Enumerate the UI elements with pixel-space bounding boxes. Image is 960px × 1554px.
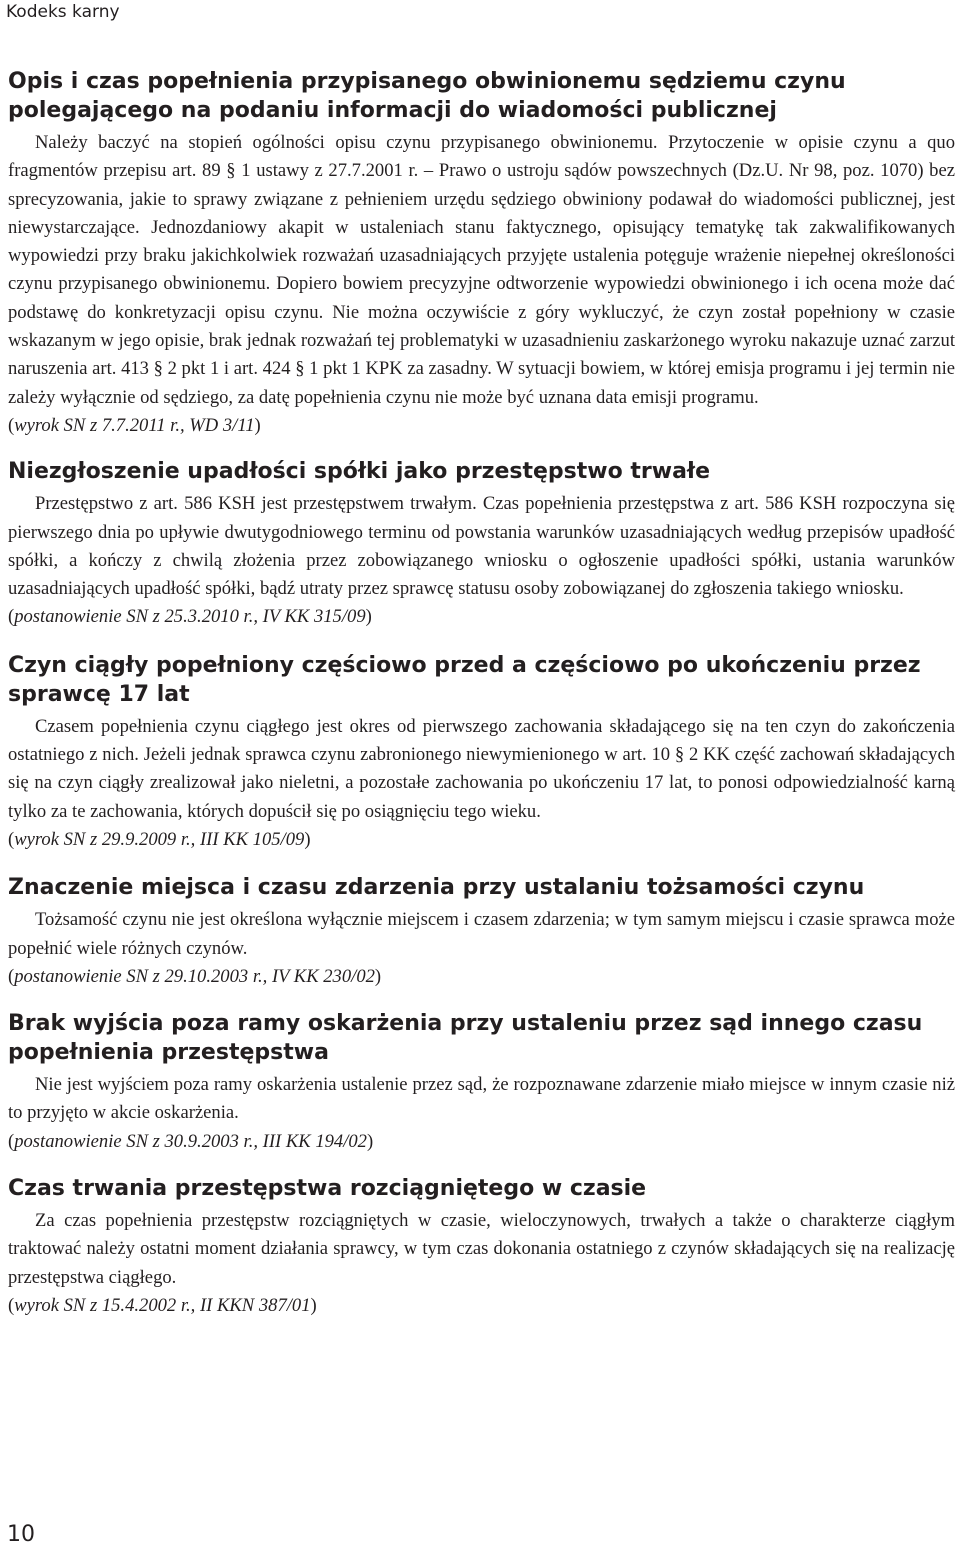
citation-text: postanowienie SN z 29.10.2003 r., IV KK 230/02 — [14, 965, 375, 987]
section-heading: Czyn ciągły popełniony częściowo przed a częściowo po ukończeniu przez sprawcę 17 lat — [8, 652, 921, 707]
section-body: Przestępstwo z art. 586 KSH jest przestępstwem trwałym. Czas popełnienia przestępstwa z art. 586 KSH rozpoczyna się pierwszego dnia po upływie dwutygodniowego terminu od powstania warunków uzasadniających według przepisów upadłość spółki, a kończy z chwilą złożenia przez zobowiązanego wniosku o ogłoszenie upadłości spółki, ustania warunków uzasadniających upadłość spółki, bądź utraty przez sprawcę statusu osoby zobowiązanej do zgłoszenia takiego wniosku. — [8, 493, 955, 600]
section-6 — [8, 1174, 955, 1320]
section-citation: (postanowienie SN z 30.9.2003 r., III KK 194/02) — [8, 1130, 374, 1152]
section-citation: (wyrok SN z 15.4.2002 r., II KKN 387/01) — [8, 1294, 317, 1316]
citation-text: postanowienie SN z 30.9.2003 r., III KK 194/02 — [14, 1130, 367, 1152]
section-citation: (wyrok SN z 7.7.2011 r., WD 3/11) — [8, 414, 261, 436]
section-body: Czasem popełnienia czynu ciągłego jest okres od pierwszego zachowania składającego się na ten czyn do zakończenia ostatniego z nich. Jeżeli jednak sprawca czynu zabronionego niewymienionego w art. 10 § 2 KK część zachowań składających się na czyn ciągły zrealizował jako nieletni, a pozostałe zachowania po ukończeniu 17 lat, to ponosi odpowiedzialność karną tylko za te zachowania, których dopuścił się po osiągnięciu tego wieku. — [8, 715, 955, 822]
running-header: Kodeks karny — [6, 2, 120, 22]
section-body: Za czas popełnienia przestępstw rozciągniętych w czasie, wieloczynowych, trwałych a także o charakterze ciągłym traktować należy ostatni moment działania sprawcy, w tym czas dokonania ostatniego z czynów składających się na realizację przestępstwa ciągłego. — [8, 1210, 955, 1288]
section-citation: (postanowienie SN z 25.3.2010 r., IV KK 315/09) — [8, 606, 372, 628]
section-3 — [8, 651, 955, 854]
section-1 — [8, 67, 955, 440]
section-citation: (wyrok SN z 29.9.2009 r., III KK 105/09) — [8, 828, 311, 850]
citation-text: wyrok SN z 7.7.2011 r., WD 3/11 — [14, 414, 255, 436]
citation-text: postanowienie SN z 25.3.2010 r., IV KK 315/09 — [14, 606, 366, 628]
section-body: Nie jest wyjściem poza ramy oskarżenia ustalenie przez sąd, że rozpoznawane zdarzenie miało miejsce w innym czasie niż to przyjęto w akcie oskarżenia. — [8, 1074, 955, 1124]
section-4 — [8, 873, 955, 991]
section-heading: Brak wyjścia poza ramy oskarżenia przy ustaleniu przez sąd innego czasu popełnienia przestępstwa — [8, 1011, 923, 1066]
section-citation: (postanowienie SN z 29.10.2003 r., IV KK 230/02) — [8, 965, 382, 987]
section-body: Tożsamość czynu nie jest określona wyłącznie miejscem i czasem zdarzenia; w tym samym miejscu i czasie sprawca może popełnić wiele różnych czynów. — [8, 909, 955, 959]
section-heading: Czas trwania przestępstwa rozciągniętego w czasie — [8, 1176, 647, 1202]
section-heading: Niezgłoszenie upadłości spółki jako przestępstwo trwałe — [8, 459, 711, 485]
section-heading: Znaczenie miejsca i czasu zdarzenia przy ustalaniu tożsamości czynu — [8, 875, 865, 901]
section-body: Należy baczyć na stopień ogólności opisu czynu przypisanego obwinionemu. Przytoczenie w opisie czynu a quo fragmentów przepisu art. 89 § 1 ustawy z 27.7.2001 r. – Prawo o ustroju sądów powszechnych (Dz.U. Nr 98, poz. 1070) bez sprecyzowania, jakie to sprawy związane z pełnieniem urzędu sędziego obwiniony podawał do wiadomości publicznej, jest niewystarczające. Jednozdaniowy akapit w ustaleniach stanu faktycznego, opisujący tematykę tak zakwalifikowanych wypowiedzi przy braku jakichkolwiek rozważań uzasadniających przyjęte ustalenia potęguje wrażenie niepełnej określoności czynu przypisanego obwinionemu. Dopiero bowiem precyzyjne odtworzenie wypowiedzi obwinionego i ich ocena może dać podstawę do konkretyzacji opisu czynu. Nie można oczywiście z góry wykluczyć, że czyn został popełniony w czasie wskazanym w jego opisie, brak jednak rozważań tej problematyki w uzasadnieniu zaskarżonego wyroku nakazuje uznać zarzut naruszenia art. 413 § 2 pkt 1 i art. 424 § 1 pkt 1 KPK za zasadny. W sytuacji bowiem, w której emisja programu i jej termin nie zależy wyłącznie od sędziego, za datę popełnienia czynu nie może być uznana data emisji programu. — [8, 132, 955, 408]
section-2 — [8, 457, 955, 631]
citation-text: wyrok SN z 29.9.2009 r., III KK 105/09 — [14, 828, 305, 850]
citation-text: wyrok SN z 15.4.2002 r., II KKN 387/01 — [14, 1294, 311, 1316]
page-content — [8, 67, 955, 1320]
section-heading: Opis i czas popełnienia przypisanego obwinionemu sędziemu czynu polegającego na podaniu informacji do wiadomości publicznej — [8, 69, 846, 123]
page-number: 10 — [7, 1522, 35, 1547]
section-5 — [8, 1009, 955, 1156]
